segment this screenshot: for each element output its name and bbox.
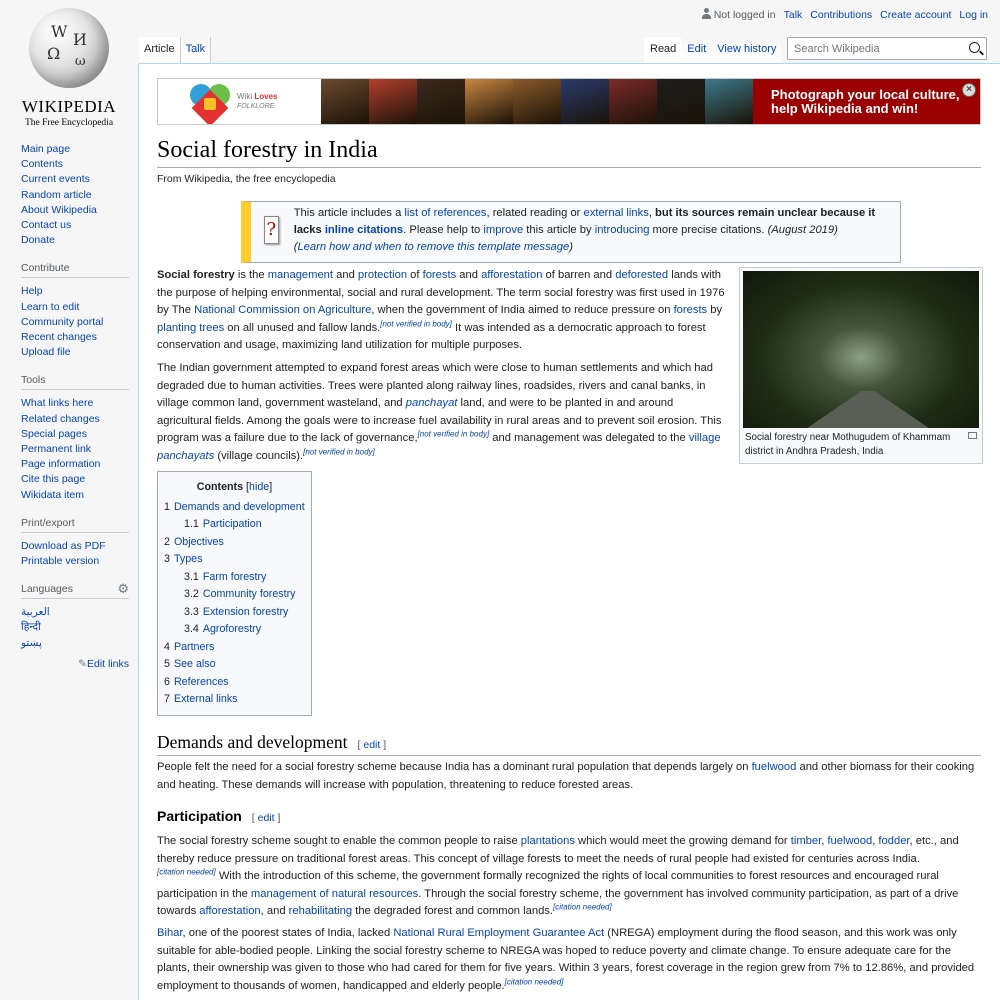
sidebar-contribute-link[interactable]: Upload file [21,346,71,359]
p1-t9: the degraded forest and common lands. [352,905,553,918]
sidebar-main-link[interactable]: Contact us [21,219,72,232]
planting-trees-link[interactable]: planting trees [157,321,225,334]
rehabilitating-link[interactable]: rehabilitating [288,905,353,918]
sidebar-main-link[interactable]: Main page [21,143,71,155]
p1-t5: , etc., and thereby reduce pressure on traditional forest areas. This concept of village forests to meet the needs of rural people had existed for centuries across India. [157,835,959,865]
p1-t1: The social forestry scheme sought to enable the common people to raise [157,835,521,847]
notice-paren-close: ) [569,241,573,253]
sidebar-tools-link[interactable]: Cite this page [21,473,86,486]
notice-t2: , related reading or [486,207,584,219]
edit-bracket-open: [ [357,739,364,751]
l1-t1: is the [234,269,268,281]
sidebar-tools-link[interactable]: Page information [21,458,101,471]
bihar-link[interactable]: Bihar [157,927,183,939]
subsection-edit [252,812,281,824]
sidebar-print-link[interactable]: Download as PDF [21,539,106,552]
toc-number: 3.3 [184,605,199,618]
tab-view-history[interactable]: View history [711,37,781,63]
national-commission-link[interactable]: National Commission on Agriculture [194,304,372,317]
banner-brand-line1 [237,92,277,102]
gear-icon[interactable]: ⚙ [117,581,129,597]
sidebar-tools-link[interactable]: Related changes [21,412,100,425]
afforestation-link-2[interactable]: afforestation [199,905,261,918]
list-of-references-link[interactable]: list of references [404,207,487,219]
banner-photo [321,79,369,124]
toc-number: 3.2 [184,588,199,600]
tab-edit[interactable]: Edit [681,37,711,63]
brand-folklore: FOLKLORE [237,102,275,110]
sidebar-language-link[interactable]: العربية [21,606,50,619]
section-edit [358,739,387,751]
sidebar-main-link[interactable]: About Wikipedia [21,203,97,216]
toc-number: 7 [164,693,170,705]
sidebar [0,142,138,670]
lead-paragraph-1 [157,267,725,355]
search-icon[interactable] [969,42,980,53]
protection-link[interactable]: protection [357,269,408,281]
toc-item[interactable] [164,604,305,622]
languages-heading-label: Languages [21,583,73,596]
p2-t1: , one of the poorest states of India, lacked [182,927,394,939]
toc-link[interactable]: Objectives [173,535,224,548]
thumbnail-caption [743,428,979,458]
sidebar-tools-item[interactable] [21,472,129,487]
toc-item[interactable] [164,516,305,534]
wikipedia-logo[interactable] [20,8,118,128]
fodder-link[interactable]: fodder [878,835,910,847]
sidebar-main-link[interactable]: Random article [21,188,92,201]
sidebar-tools-item[interactable] [21,442,129,457]
banner-photo [705,79,753,124]
sidebar-contribute-link[interactable]: Recent changes [21,331,97,344]
notice-date: (August 2019) [767,224,838,236]
p1-t2: which would meet the growing demand for [574,835,791,847]
search-box [787,37,987,60]
logo-tagline: The Free Encyclopedia [24,118,114,128]
toc-link[interactable]: See also [173,658,216,670]
toc-number: 3.4 [184,623,199,635]
sidebar-tools-item[interactable] [21,412,129,427]
content [138,63,1000,1000]
contribute-list [21,284,129,360]
sidebar-languages [21,583,129,670]
sidebar-tools-item[interactable] [21,427,129,442]
deforested-link[interactable]: deforested [615,269,669,281]
forests-link-2[interactable]: forests [673,304,708,317]
l2-t4: (village councils). [214,449,304,462]
timber-link[interactable]: timber [790,835,822,847]
village-panchayats-link[interactable]: village [688,432,721,445]
participation-paragraph-2 [157,925,983,995]
toc-link[interactable]: Farm forestry [202,570,267,583]
toc-link[interactable]: Demands and development [173,500,305,513]
sidebar-contribute-link[interactable]: Help [21,285,43,298]
edit-links[interactable] [21,658,129,670]
banner-cta-text: Photograph your local culture, help Wikipedia and win! [771,87,960,116]
banner-photo [609,79,657,124]
forests-link[interactable]: forests [422,269,457,281]
toc-number: 4 [164,640,170,653]
search-input[interactable] [788,38,958,59]
sidebar-tools-item[interactable] [21,488,129,503]
l2-t2: land, and were to be planted in and around agricultural fields. Among the goals were to increase fuel availability in rural areas and to prevent soil erosion. This program was a failure due to the lack of governance, [157,397,722,445]
banner-photo [369,79,417,124]
talk-link[interactable]: Talk [783,8,803,21]
p1-t6: With the introduction of this scheme, the government formally recognized the rights of local communities to forest resources and encouraged rural participation in the [157,870,939,900]
citation-needed-link-2[interactable]: [citation needed] [553,902,612,912]
l1-t5: of barren and [542,269,616,281]
section-heading-demands [157,732,981,756]
sidebar-main-item[interactable] [21,188,129,203]
sidebar-contribute-item[interactable] [21,315,129,330]
d-t2: and other biomass for their cooking and heating. These demands will increase with population, threatening to reduce forested areas. [157,761,975,791]
sidebar-main-link[interactable]: Donate [21,234,55,247]
p1-t8: , and [260,905,289,918]
learn-how-link[interactable]: Learn how and when to remove this template message [297,241,570,253]
not-verified-tag [380,319,452,328]
brand-wiki: Wiki [237,91,253,101]
sidebar-tools [21,374,129,502]
create-account-link[interactable]: Create account [880,8,952,21]
sidebar-tools-link[interactable]: What links here [21,397,94,410]
toc-item[interactable] [164,569,305,587]
toc-link[interactable]: External links [173,693,238,705]
sidebar-main-item[interactable] [21,157,129,172]
heart-puzzle-icon [188,82,232,122]
demands-paragraph [157,759,981,794]
tools-list [21,396,129,502]
view-tabs [644,37,781,63]
l1-t4: and [456,269,482,281]
banner-brand [237,92,277,112]
toc-number: 6 [164,675,170,688]
sidebar-contribute-link[interactable]: Learn to edit [21,300,80,313]
banner-photo [561,79,609,124]
banner-photo [465,79,513,124]
subsection-heading-participation [157,808,280,824]
sidebar-contribute-item[interactable] [21,330,129,345]
not-logged-in [702,8,776,21]
banner-photo [657,79,705,124]
login-link[interactable]: Log in [959,8,988,21]
page-title: Social forestry in India [157,135,981,168]
sidebar-contribute-link[interactable]: Community portal [21,315,104,328]
tab-read[interactable]: Read [644,37,681,63]
toc-item[interactable] [164,639,305,657]
not-verified-tag-3 [303,447,375,456]
toc-item[interactable] [164,656,305,674]
sidebar-main-list [21,142,129,248]
p2-t2: (NREGA) employment during the flood season, and this work was only suitable for able-bodied people. Linking the social forestry scheme to NREGA was hoped to reduce poverty and climate change. To ensure adequate care for the plants, their ownership was given to those who had cared for them for five years. Within 3 years, forest coverage in the region grew from 7% to 12.86%, and provided employment to thousands of women, handicapped and elderly people. [157,927,975,992]
toc-title [164,479,305,497]
languages-list [21,605,129,651]
toc-list [164,499,305,709]
toc-link[interactable]: Extension forestry [202,605,289,618]
toc-item[interactable] [164,586,305,604]
toc-number: 3.1 [184,570,199,583]
banner-logo [158,79,321,124]
sidebar-language-item[interactable] [21,620,129,635]
banner-photo [513,79,561,124]
toc-link[interactable]: Community forestry [202,588,296,600]
management-link[interactable]: management [267,269,334,281]
sidebar-language-link[interactable]: हिन्दी [21,621,41,634]
brand-loves: Loves [254,91,278,101]
forest-road-image[interactable] [743,271,979,428]
nrega-link[interactable]: National Rural Employment Guarantee Act [393,927,605,939]
lead-paragraph-2 [157,360,725,466]
afforestation-link[interactable]: afforestation [481,269,543,281]
management-natural-resources-link[interactable]: management of natural resources [250,887,419,900]
banner-cta[interactable] [753,79,980,124]
tools-heading: Tools [21,374,129,390]
sidebar-contribute [21,262,129,360]
introducing-link[interactable]: introducing [594,224,650,236]
sidebar-main-item[interactable] [21,203,129,218]
refimprove-notice [241,201,901,263]
citation-needed-tag-3 [505,977,564,986]
contributions-link[interactable]: Contributions [810,8,873,21]
sub-edit-bracket-open: [ [251,812,258,824]
not-verified-link-3[interactable]: [not verified in body] [303,447,375,457]
notice-t4: . Please help to [403,224,484,236]
banner-photo-strip [321,79,753,124]
p1-t7: . Through the social forestry scheme, the government has involved community participation, as part of a drive towards [157,887,959,918]
not-verified-link-2[interactable]: [not verified in body] [417,429,490,439]
banner-photo [417,79,465,124]
sidebar-contribute-item[interactable] [21,284,129,299]
print-list [21,539,129,569]
question-icon: ? [264,216,279,244]
toc-bracket-close: ] [269,481,273,493]
sidebar-navigation [21,142,129,248]
l2-t1: The Indian government attempted to expand forest areas which were close to human settlements and which had degraded due to human activities. Trees were planted along railway lines, roadsides, rivers and canal banks, in village common land, government wasteland, and [157,362,713,410]
toc-number: 1 [164,500,170,513]
toc-number: 5 [164,658,170,670]
sidebar-print-item[interactable] [21,539,129,554]
not-verified-link[interactable]: [not verified in body] [380,319,452,329]
toc-link[interactable]: References [173,675,229,688]
sidebar-main-item[interactable] [21,218,129,233]
toc-item[interactable] [164,499,305,517]
p1-t3: , [821,835,828,847]
sidebar-tools-link[interactable]: Wikidata item [21,488,85,501]
notice-bold: but its sources remain unclear because it lacks [293,207,876,236]
caption-text: Social forestry near Mothugudem of Khammam district in Andhra Pradesh, India [745,432,951,457]
pencil-icon: ✎ [78,657,87,670]
p1-t4: , [872,835,879,847]
sub-edit-bracket-close: ] [274,812,281,824]
enlarge-icon[interactable] [968,432,977,439]
l1-t3: of [407,269,423,281]
panchayat-link[interactable]: panchayat [405,397,458,410]
toc-number: 2 [164,535,170,548]
sidebar-main-link[interactable]: Contents [21,158,64,171]
notice-t1: This article includes a [293,207,405,219]
plantations-link[interactable]: plantations [520,835,575,847]
site-subtitle: From Wikipedia, the free encyclopedia [157,173,336,185]
notice-t5: this article by [523,224,595,236]
inline-citations-link[interactable]: inline citations [324,224,404,236]
edit-subsection-link[interactable]: edit [257,812,275,824]
citation-needed-link[interactable]: [citation needed] [157,867,216,877]
improve-link[interactable]: improve [483,224,524,236]
participation-paragraph-1 [157,833,983,921]
edit-bracket-close: ] [380,739,387,751]
l1-t2: and [333,269,358,281]
l1-t7: , when the government of India aimed to reduce pressure on [371,304,674,317]
citation-needed-link-3[interactable]: [citation needed] [504,977,564,987]
toc-item[interactable] [164,691,305,709]
personal-tools [702,8,988,21]
tab-talk[interactable]: Talk [181,37,212,63]
notice-t6: more precise citations. [649,224,768,236]
puzzle-globe-icon: W И Ω ω [29,8,109,88]
toc-link[interactable]: Participation [202,518,262,530]
campaign-banner[interactable] [157,78,981,125]
l2-t3: and management was delegated to the [489,432,689,445]
toc-link[interactable]: Agroforestry [202,623,262,635]
toc-link[interactable]: Partners [173,640,215,653]
sidebar-tools-item[interactable] [21,396,129,411]
l1-t9: on all unused and fallow lands. [224,321,381,334]
sidebar-main-link[interactable]: Current events [21,173,90,186]
toc-number: 3 [164,553,170,565]
sidebar-contribute-item[interactable] [21,300,129,315]
edit-section-link[interactable]: edit [363,739,381,751]
notice-text [294,202,900,262]
contribute-heading: Contribute [21,262,129,278]
not-verified-tag-2 [418,430,490,439]
sidebar-language-item[interactable] [21,605,129,620]
fuelwood-link[interactable]: fuelwood [751,761,797,773]
citation-needed-tag-2 [553,903,612,912]
tab-article[interactable]: Article [139,37,181,63]
fuelwood-link-2[interactable]: fuelwood [827,835,873,847]
sidebar-main-item[interactable] [21,233,129,248]
sidebar-language-link[interactable]: پښتو [21,636,42,649]
toc-item[interactable] [164,551,305,569]
not-logged-in-label: Not logged in [713,9,776,21]
toc-item[interactable] [164,674,305,692]
l1-t6: lands with the purpose of helping environmental, social and rural development. The term social forestry was first used in 1976 by The [157,269,725,317]
sidebar-print [21,517,129,569]
sidebar-contribute-item[interactable] [21,345,129,360]
print-heading: Print/export [21,517,129,533]
toc-number: 1.1 [184,518,199,530]
external-links-link[interactable]: external links [583,207,649,219]
village-panchayats-link-italic[interactable]: panchayats [157,449,215,462]
toc-bracket-open: [ [246,481,250,493]
sidebar-tools-link[interactable]: Special pages [21,427,87,440]
logo-wordmark: WIKIPEDIA [21,97,117,116]
notice-t3: , [648,207,656,219]
toc-item[interactable] [164,621,305,639]
user-icon [702,8,711,19]
l1-t8: by [707,304,723,317]
sidebar-tools-link[interactable]: Permanent link [21,443,92,456]
lead-bold-term: Social forestry [157,269,235,281]
sidebar-language-item[interactable] [21,636,129,651]
close-icon[interactable]: × [962,83,976,97]
toc-item[interactable] [164,534,305,552]
namespace-tabs [139,37,211,63]
table-of-contents [157,471,312,716]
l1-t10: It was intended as a democratic approach to forest conservation and usage, maximizing land utilization for multiple purposes. [157,321,706,352]
toc-link[interactable]: Types [173,553,203,565]
thumbnail-figure [739,267,983,464]
d-t1: People felt the need for a social forestry scheme because India has a dominant rural population that depends largely on [157,761,752,773]
sidebar-main-item[interactable] [21,142,129,157]
sidebar-main-item[interactable] [21,172,129,187]
citation-needed-tag [157,867,216,876]
notice-paren-open: ( [293,241,298,253]
section-title: Demands and development [157,732,348,752]
subsection-title: Participation [157,808,242,824]
toc-title-label: Contents [196,481,244,493]
sidebar-print-item[interactable] [21,554,129,569]
edit-links-label[interactable]: Edit links [86,657,129,670]
toc-hide-link[interactable]: hide [249,481,270,493]
sidebar-print-link[interactable]: Printable version [21,555,100,568]
languages-heading [21,583,129,599]
sidebar-tools-item[interactable] [21,457,129,472]
